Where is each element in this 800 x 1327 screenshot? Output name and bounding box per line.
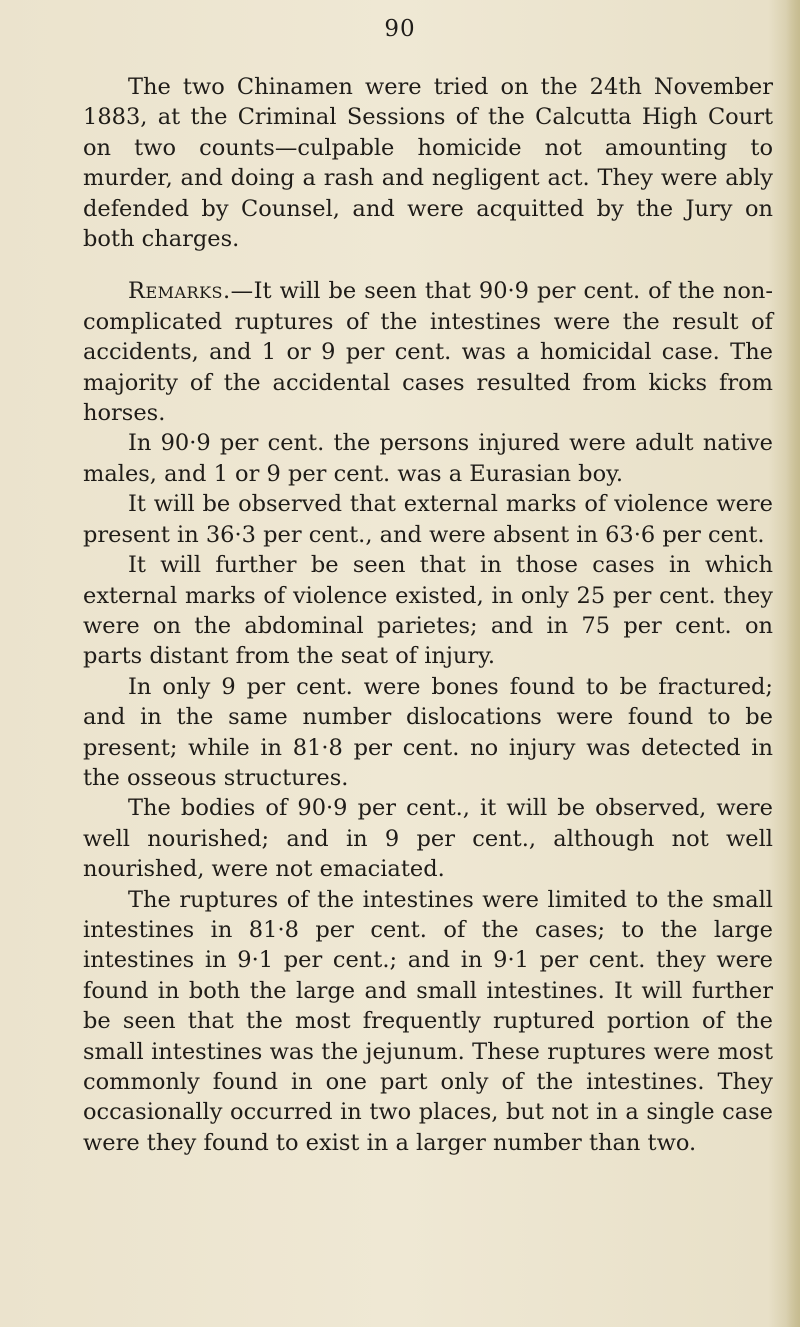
paragraph-ruptures: The ruptures of the intestines were limited to the small intestines in 81·8 per cent. of the cases; to the large intestines in 9·1 per cent.; and in 9·1 per cent. they were found in both the large and small intestines. It will further be seen that the most frequently ruptured portion of the small intestines was the jejunum. These ruptures were most commonly found in one part only of the intestines. They occasionally occurred in two places, but not in a single case were they found to exist in a larger number than two. bbox=[83, 886, 773, 1156]
paragraph-nourishment: The bodies of 90·9 per cent., it will be observed, were well nourished; and in 9 per cent., although not well nourished, were not emaciated. bbox=[83, 795, 773, 883]
remarks-text: It will be seen that 90·9 per cent. of the non-complicated ruptures of the intestines were the result of accidents, and 1 or 9 per cent. was a homicidal case. The majority of the accidental cases resulted from kicks from horses. bbox=[83, 278, 773, 427]
body-text bbox=[83, 72, 773, 1158]
paragraph-external-marks: It will be observed that external marks of violence were present in 36·3 per cent., and were absent in 63·6 per cent. bbox=[83, 491, 773, 548]
paragraph-remarks bbox=[83, 276, 773, 428]
remarks-heading: Remarks.— bbox=[128, 278, 254, 305]
paragraph-persons-injured: In 90·9 per cent. the persons injured were adult native males, and 1 or 9 per cent. was a Eurasian boy. bbox=[83, 430, 773, 487]
paragraph-marks-location: It will further be seen that in those cases in which external marks of violence existed, in only 25 per cent. they were on the abdominal parietes; and in 75 per cent. on parts distant from the seat of injury. bbox=[83, 552, 773, 670]
paragraph-trial: The two Chinamen were tried on the 24th November 1883, at the Criminal Sessions of the Calcutta High Court on two counts—culpable homicide not amounting to murder, and doing a rash and negligent act. They were ably defended by Counsel, and were acquitted by the Jury on both charges. bbox=[83, 74, 773, 253]
page-number: 90 bbox=[384, 16, 416, 42]
page-edge-shadow bbox=[786, 0, 800, 1327]
paragraph-bones: In only 9 per cent. were bones found to be fractured; and in the same number dislocations were found to be present; while in 81·8 per cent. no injury was detected in the osseous structures. bbox=[83, 673, 773, 791]
